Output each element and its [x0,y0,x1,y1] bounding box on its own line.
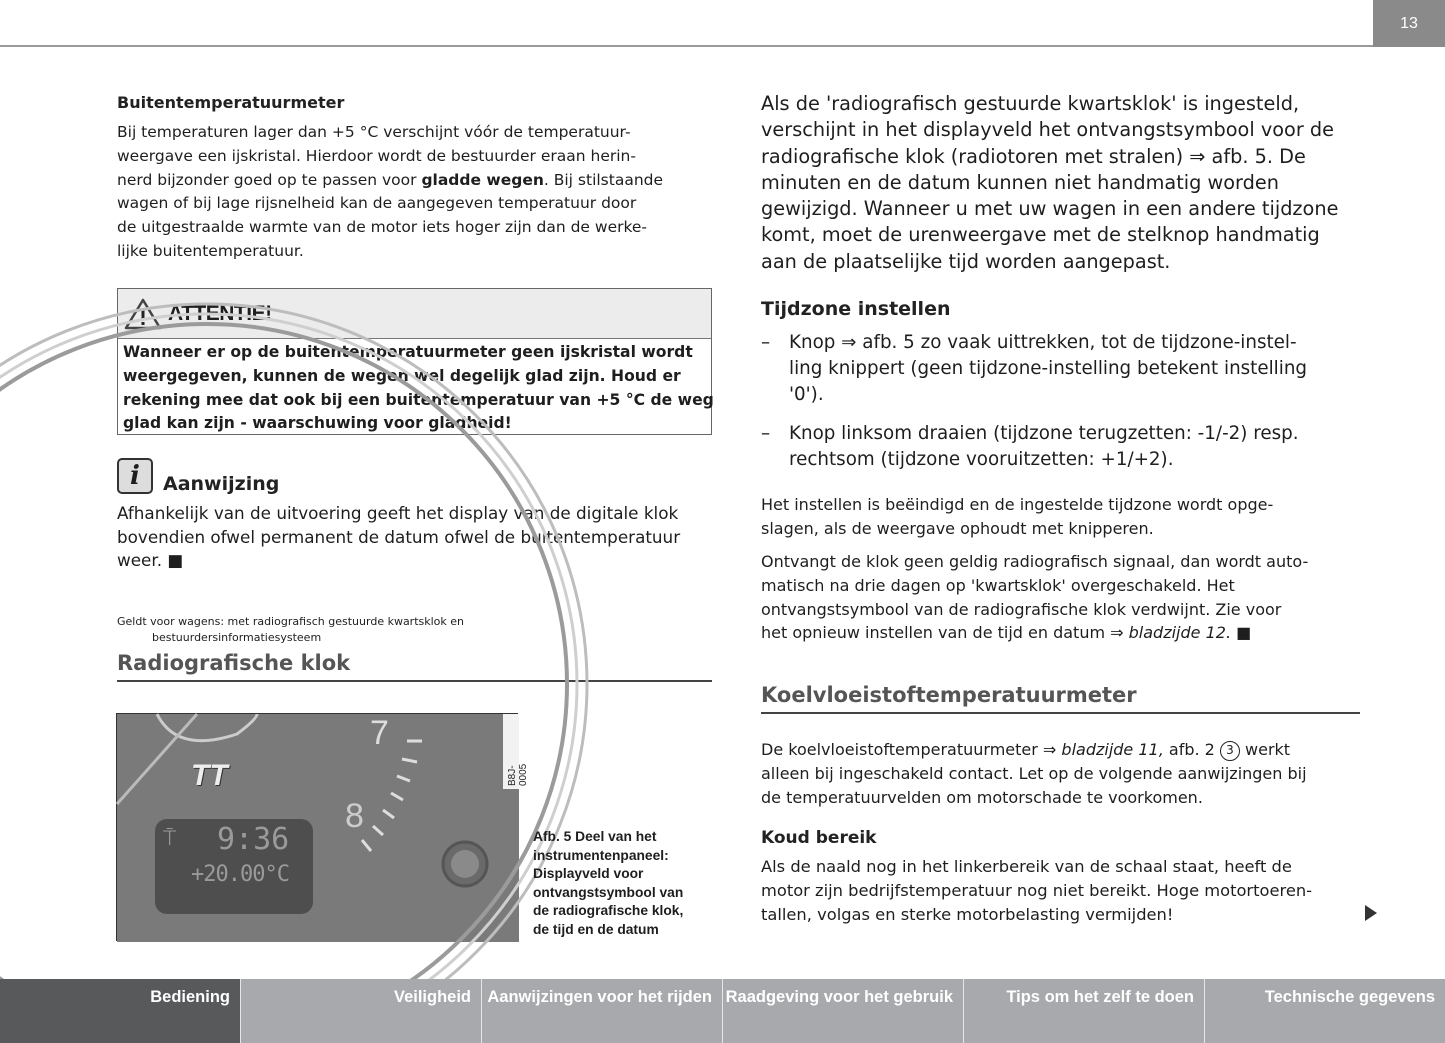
text-line: Wanneer er op de buitentemperatuurmeter geen ijskristal wordt [123,343,693,361]
heading-outside-temp: Buitentemperatuurmeter [117,93,345,112]
text-line: glad kan zijn - waarschuwing voor gladheid! [123,414,512,433]
text-line: weergegeven, kunnen de wegen wel degelijk glad zijn. Houd er [123,366,681,385]
chapter-tab[interactable]: Bediening [0,979,240,1043]
paragraph-intro [761,91,1338,275]
text-line: rechtsom (tijdzone vooruitzetten: +1/+2). [789,449,1174,470]
text-segment: gladde wegen [421,170,544,189]
applies-to-line: Geldt voor wagens: met radiografisch gestuurde kwartsklok en [117,615,465,628]
text-line: Het instellen is beëindigd en de ingestelde tijdzone wordt opge- [761,495,1274,514]
text-line: weer. ■ [117,550,184,571]
text-line: motor zijn bedrijfstemperatuur nog niet bereikt. Hoge motortoeren- [761,881,1313,900]
text-line: Knop linksom draaien (tijdzone terugzetten: -1/-2) resp. [789,423,1299,444]
list-item [761,330,1307,408]
gauge-label-7: 7 [370,714,389,752]
text-line: minuten en de datum kunnen niet handmatig worden [761,170,1279,194]
warning-title: ATTENTIE! [168,301,272,325]
section-rule [761,712,1360,714]
text-segment: werkt [1239,740,1291,759]
text-line: ling knippert (geen tijdzone-instelling betekent instelling [789,358,1308,379]
info-icon: i [117,458,153,494]
text-line: Als de 'radiografisch gestuurde kwartsklok' is ingesteld, [761,92,1300,115]
text-line: instrumentenpaneel: [533,847,669,863]
list-item [761,421,1307,473]
bullet-dash: – [761,423,771,444]
text-segment: afb. 2 [1163,740,1220,759]
paragraph-coolant [761,738,1307,810]
text-line: komt, moet de urenweergave met de stelknop handmatig [761,223,1320,247]
text-line: Ontvangt de klok geen geldig radiografisch signaal, dan wordt auto- [761,552,1309,571]
text-line: Afhankelijk van de uitvoering geeft het display van de digitale klok [117,503,679,523]
text-line: tallen, volgas en sterke motorbelasting vermijden! [761,905,1174,924]
display-time: 9:36 [217,822,290,857]
text-line [761,738,1307,762]
text-line: gewijzigd. Wanneer u met uw wagen in een andere tijdzone [761,197,1339,221]
text-line: Als de naald nog in het linkerbereik van de schaal staat, heeft de [761,857,1292,876]
display-temperature: +20.00°C [191,862,289,887]
text-line: Afb. 5 Deel van het [533,829,657,844]
text-segment: nerd bijzonder goed op te passen voor [117,170,422,189]
tt-logo: TT [191,759,228,792]
text-line: ontvangstsymbool van de radiografische klok verdwijnt. Zie voor [761,599,1282,619]
chapter-tab[interactable]: Raadgeving voor het gebruik [722,979,963,1043]
heading-cold-range: Koud bereik [761,828,877,848]
chapter-tab[interactable]: Aanwijzingen voor het rijden [481,979,722,1043]
text-segment: het opnieuw instellen van de tijd en datum ⇒ [761,623,1129,643]
instrument-panel-image [117,714,519,942]
chapter-tabs [0,979,1445,1043]
continue-arrow-icon [1365,905,1377,921]
text-line: Knop ⇒ afb. 5 zo vaak uittrekken, tot de tijdzone-instel- [789,332,1297,353]
text-line: wagen of bij lage rijsnelheid kan de aangegeven temperatuur door [117,194,637,213]
text-segment: ■ [1231,623,1252,643]
text-segment: bladzijde 12. [1128,623,1232,643]
timezone-steps [761,330,1307,486]
text-line: ontvangstsymbool van [533,884,684,900]
text-line: alleen bij ingeschakeld contact. Let op de volgende aanwijzingen bij [761,764,1307,783]
radio-tower-icon: ⍑ [163,826,177,851]
paragraph-cold-range [761,855,1312,927]
text-line [117,169,663,193]
applies-to-note [117,614,464,646]
warning-box [117,288,712,435]
paragraph-timezone-done [761,493,1273,541]
text-line: de radiografische klok, [533,903,684,919]
text-line: lijke buitentemperatuur. [117,241,304,260]
paragraph-no-signal [761,550,1308,645]
text-line: weergave een ijskristal. Hierdoor wordt de bestuurder eraan herin- [117,146,636,165]
text-segment: bladzijde 11, [1061,740,1164,759]
text-line: radiografische klok (radiotoren met stralen) ⇒ afb. 5. De [761,144,1306,168]
section-title-coolant: Koelvloeistoftemperatuurmeter [761,683,1137,707]
paragraph-note [117,502,680,573]
text-line: de uitgestraalde warmte van de motor iets hoger zijn dan de werke- [117,218,648,237]
section-title-radio-clock: Radiografische klok [117,651,351,675]
text-line: Bij temperaturen lager dan +5 °C verschijnt vóór de temperatuur- [117,123,631,141]
gauge-label-8: 8 [345,797,364,835]
chapter-tab[interactable]: Tips om het zelf te doen [963,979,1204,1043]
section-rule [117,680,712,682]
text-line: '0'). [789,384,824,405]
figure-code: B8J-0005 [507,763,529,786]
heading-timezone: Tijdzone instellen [761,298,951,320]
text-line: de tijd en de datum [533,921,659,937]
text-line: aan de plaatselijke tijd worden aangepast. [761,249,1171,273]
chapter-tab[interactable]: Technische gegevens [1204,979,1445,1043]
circled-number: 3 [1220,741,1240,761]
applies-to-line: bestuurdersinformatiesysteem [152,631,322,644]
header-rule [0,45,1373,47]
text-line [761,621,1308,645]
text-line: rekening mee dat ook bij een buitentemperatuur van +5 °C de weg [123,390,714,409]
text-line: verschijnt in het displayveld het ontvangstsymbool voor de [761,118,1334,142]
chapter-tab[interactable]: Veiligheid [240,979,481,1043]
page-number: 13 [1373,0,1445,47]
text-line: bovendien ofwel permanent de datum ofwel de buitentemperatuur [117,526,681,547]
paragraph-outside-temp [117,121,663,264]
text-segment: De koelvloeistoftemperatuurmeter ⇒ [761,740,1062,759]
text-line: Displayveld voor [533,866,644,882]
text-line: matisch na drie dagen op 'kwartsklok' overgeschakeld. Het [761,575,1235,595]
text-line: slagen, als de weergave ophoudt met knipperen. [761,519,1154,538]
bullet-dash: – [761,332,771,353]
text-segment: . Bij stilstaande [543,170,664,189]
warning-triangle-icon [124,298,162,330]
figure-instrument-panel [116,713,529,941]
text-line: de temperatuurvelden om motorschade te voorkomen. [761,788,1203,807]
heading-note: Aanwijzing [163,473,280,495]
figure-caption [533,828,683,940]
